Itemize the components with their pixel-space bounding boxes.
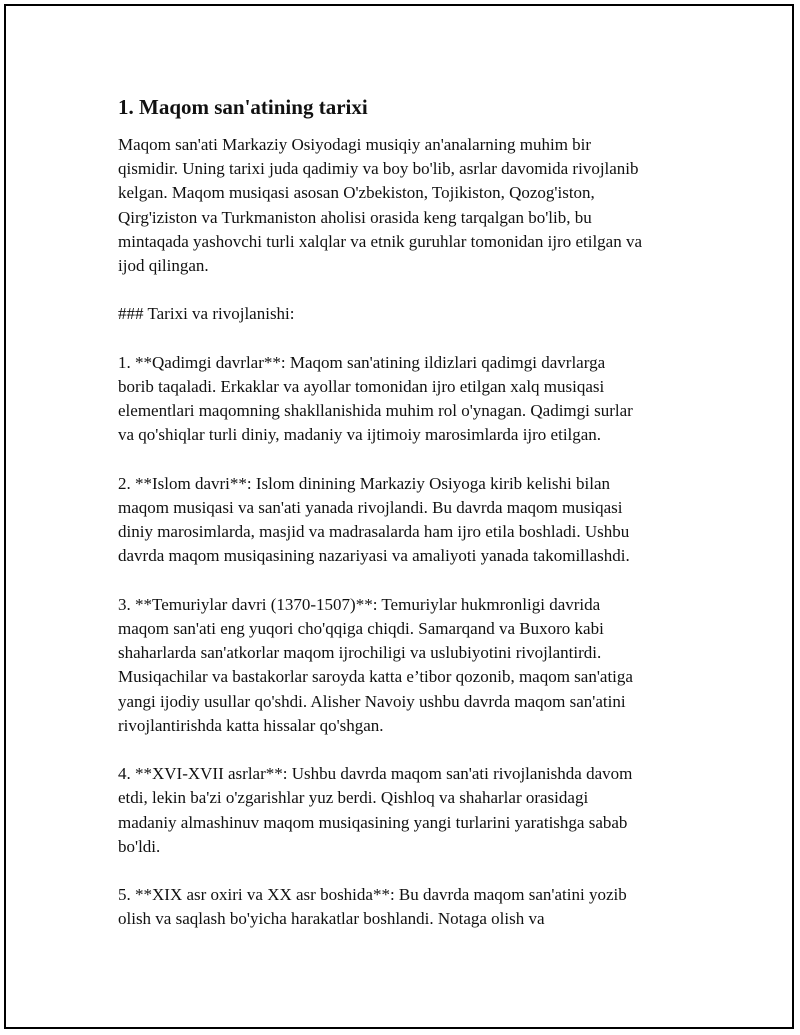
list-item: 4. **XVI-XVII asrlar**: Ushbu davrda maqom san'ati rivojlanishda davom etdi, lekin ba'zi o'zgarishlar yuz berdi. Qishloq va shaharlar orasidagi madaniy almashinuv maqom musiqasining yangi turlarini yaratishga sabab bo'ldi.	[118, 764, 633, 856]
intro-paragraph: Maqom san'ati Markaziy Osiyodagi musiqiy an'analarning muhim bir qismidir. Uning tarixi juda qadimiy va boy bo'lib, asrlar davomida rivojlanib kelgan. Maqom musiqasi asosan O'zbekiston, Tojikiston, Qozog'iston, Qirg'iziston va Turkmaniston aholisi orasida keng tarqalgan bo'lib, bu mintaqada yashovchi turli xalqlar va etnik guruhlar tomonidan ijro etilgan va ijod qilingan.	[118, 135, 643, 276]
document-body	[118, 94, 698, 956]
list-item: 3. **Temuriylar davri (1370-1507)**: Temuriylar hukmronligi davrida maqom san'ati eng yuqori cho'qqiga chiqdi. Samarqand va Buxoro kabi shaharlarda san'atkorlar maqom ijrochiligi va uslubiyotini rivojlantirdi. Musiqachilar va bastakorlar saroyda katta e’tibor qozonib, maqom san'atiga yangi ijodiy usullar qo'shdi. Alisher Navoiy ushbu davrda maqom san'atini rivojlantirishda katta hissalar qo'shgan.	[118, 594, 633, 735]
list-item: 2. **Islom davri**: Islom dinining Markaziy Osiyoga kirib kelishi bilan maqom musiqasi va san'ati yanada rivojlandi. Bu davrda maqom musiqasi diniy marosimlarda, masjid va madrasalarda ham ijro etila boshladi. Ushbu davrda maqom musiqasining nazariyasi va amaliyoti yanada takomillashdi.	[118, 473, 630, 566]
list-item: 1. **Qadimgi davrlar**: Maqom san'atining ildizlari qadimgi davrlarga borib taqaladi. Erkaklar va ayollar tomonidan ijro etilgan xalq musiqasi elementlari maqomning shakllanishida muhim rol o'ynagan. Qadimgi surlar va qo'shiqlar turli diniy, madaniy va ijtimoiy marosimlarda ijro etilgan.	[118, 352, 633, 445]
section-heading: ### Tarixi va rivojlanishi:	[118, 304, 295, 324]
list-item: 5. **XIX asr oxiri va XX asr boshida**: Bu davrda maqom san'atini yozib olish va saqlash bo'yicha harakatlar boshlandi. Notaga olish va	[118, 885, 627, 929]
document-title: 1. Maqom san'atining tarixi	[118, 95, 368, 119]
